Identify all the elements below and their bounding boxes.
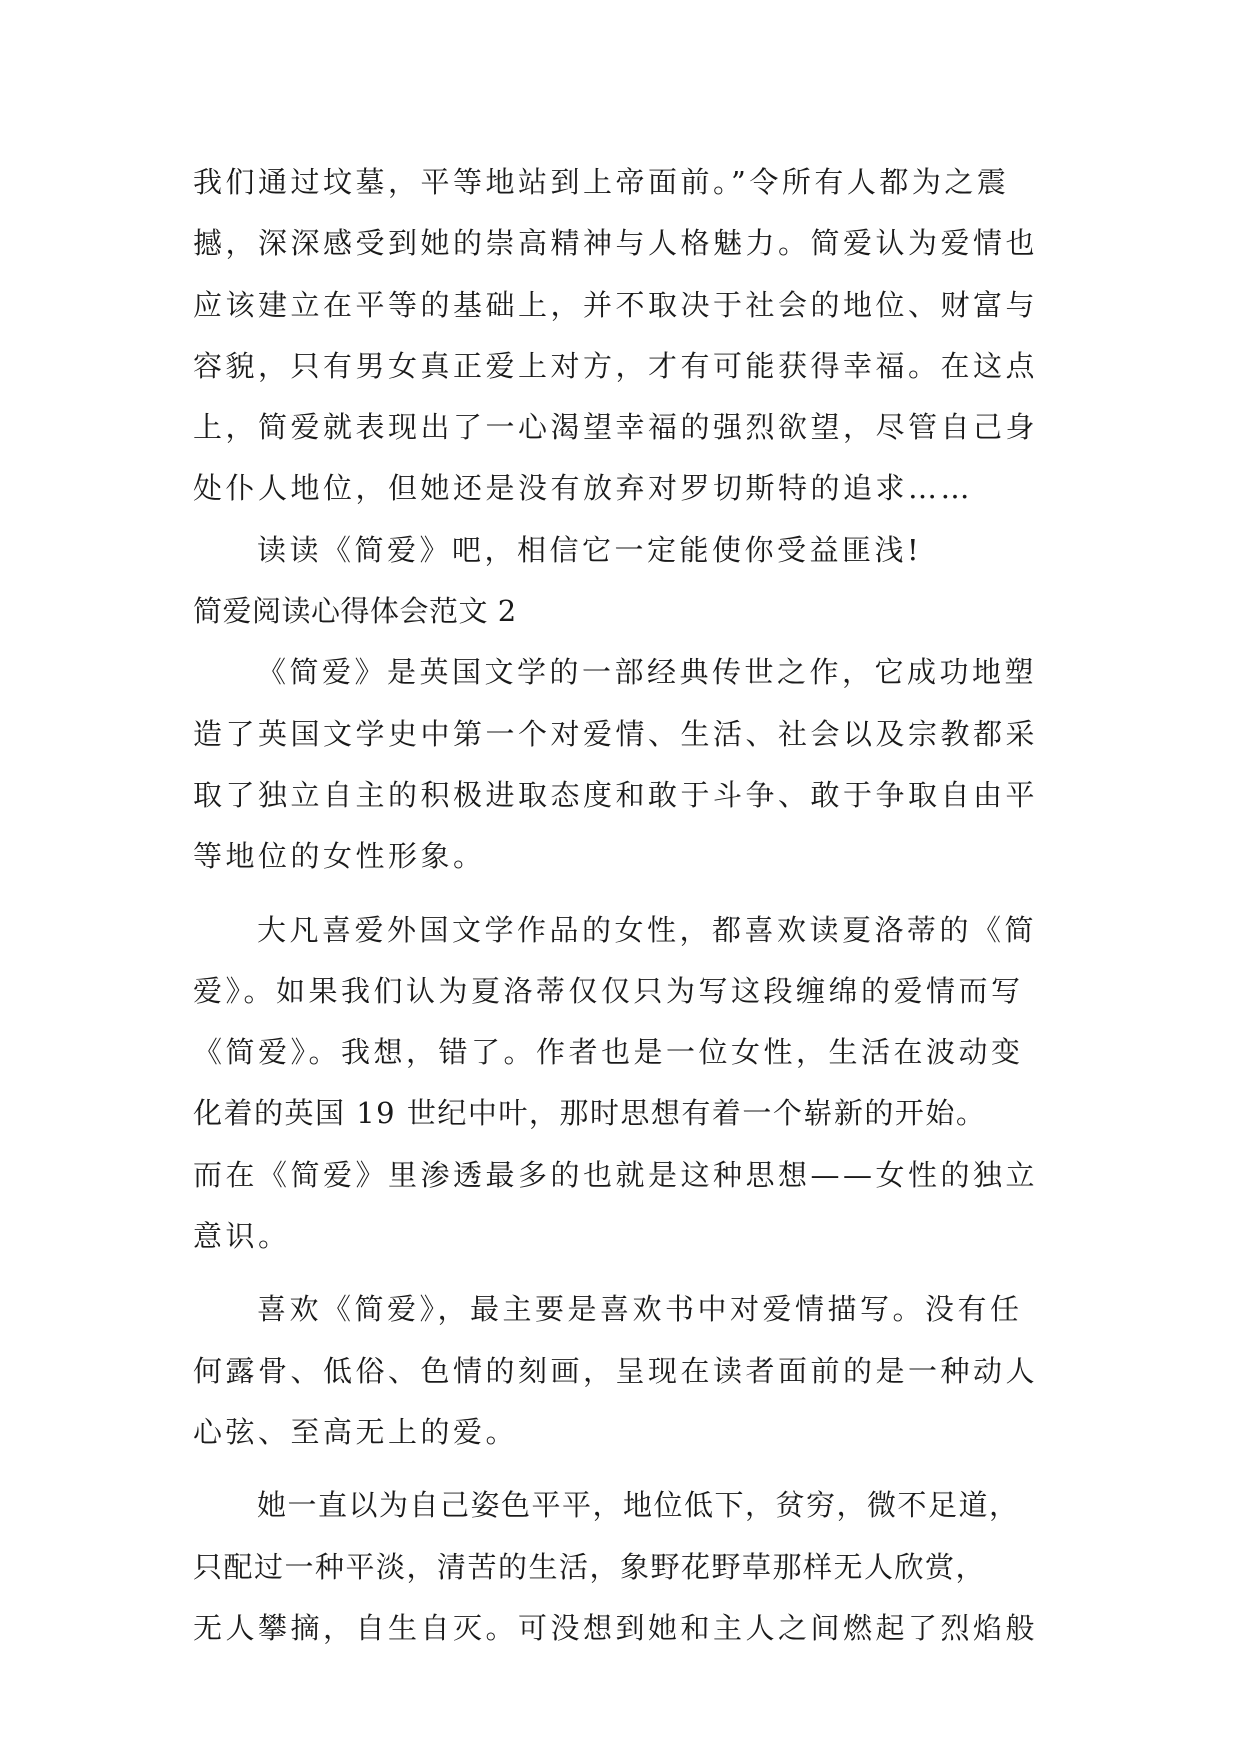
text-line: 意识。 (193, 1219, 291, 1254)
text-line: 爱》。如果我们认为夏洛蒂仅仅只为写这段缠绵的爱情而写 (193, 973, 1024, 1008)
paragraph (193, 520, 1053, 581)
paragraph (193, 642, 1053, 887)
heading-text: 简爱阅读心得体会范文 2 (193, 594, 517, 629)
section-heading (193, 581, 1053, 642)
text-line: 取了独立自主的积极进取态度和敢于斗争、敢于争取自由平 (193, 777, 1039, 812)
text-line: 容貌，只有男女真正爱上对方，才有可能获得幸福。在这点 (193, 348, 1039, 383)
text-line: 等地位的女性形象。 (193, 839, 486, 874)
text-line: 读读《简爱》吧，相信它一定能使你受益匪浅! (257, 532, 923, 567)
text-line: 何露骨、低俗、色情的刻画，呈现在读者面前的是一种动人 (193, 1353, 1039, 1388)
text-line: 《简爱》是英国文学的一部经典传世之作，它成功地塑 (257, 655, 1038, 690)
text-line: 造了英国文学史中第一个对爱情、生活、社会以及宗教都采 (193, 716, 1039, 751)
text-line: 《简爱》。我想，错了。作者也是一位女性，生活在波动变 (193, 1035, 1024, 1070)
text-line: 喜欢《简爱》，最主要是喜欢书中对爱情描写。没有任 (257, 1292, 1023, 1327)
text-line: 她一直以为自己姿色平平，地位低下，贫穷，微不足道， (257, 1488, 1020, 1523)
paragraph (193, 1475, 1053, 1659)
text-line: 应该建立在平等的基础上，并不取决于社会的地位、财富与 (193, 287, 1039, 322)
text-line: 无人攀摘，自生自灭。可没想到她和主人之间燃起了烈焰般 (193, 1610, 1039, 1645)
text-line: 处仆人地位，但她还是没有放弃对罗切斯特的追求…… (193, 471, 974, 506)
text-line: 大凡喜爱外国文学作品的女性，都喜欢读夏洛蒂的《简 (257, 912, 1038, 947)
text-line: 上，简爱就表现出了一心渴望幸福的强烈欲望，尽管自己身 (193, 410, 1039, 445)
text-line: 化着的英国 19 世纪中叶，那时思想有着一个崭新的开始。 (193, 1096, 987, 1131)
paragraph (193, 1279, 1053, 1463)
document-body (193, 152, 1053, 1659)
text-line: 只配过一种平淡，清苦的生活，象野花野草那样无人欣赏， (193, 1549, 987, 1584)
text-line: 我们通过坟墓，平等地站到上帝面前。”令所有人都为之震 (193, 165, 1010, 199)
paragraph (193, 900, 1053, 1268)
text-line: 撼，深深感受到她的崇高精神与人格魅力。简爱认为爱情也 (193, 226, 1039, 261)
paragraph (193, 152, 1053, 520)
text-line: 而在《简爱》里渗透最多的也就是这种思想——女性的独立 (193, 1157, 1039, 1192)
text-line: 心弦、至高无上的爱。 (193, 1414, 519, 1449)
